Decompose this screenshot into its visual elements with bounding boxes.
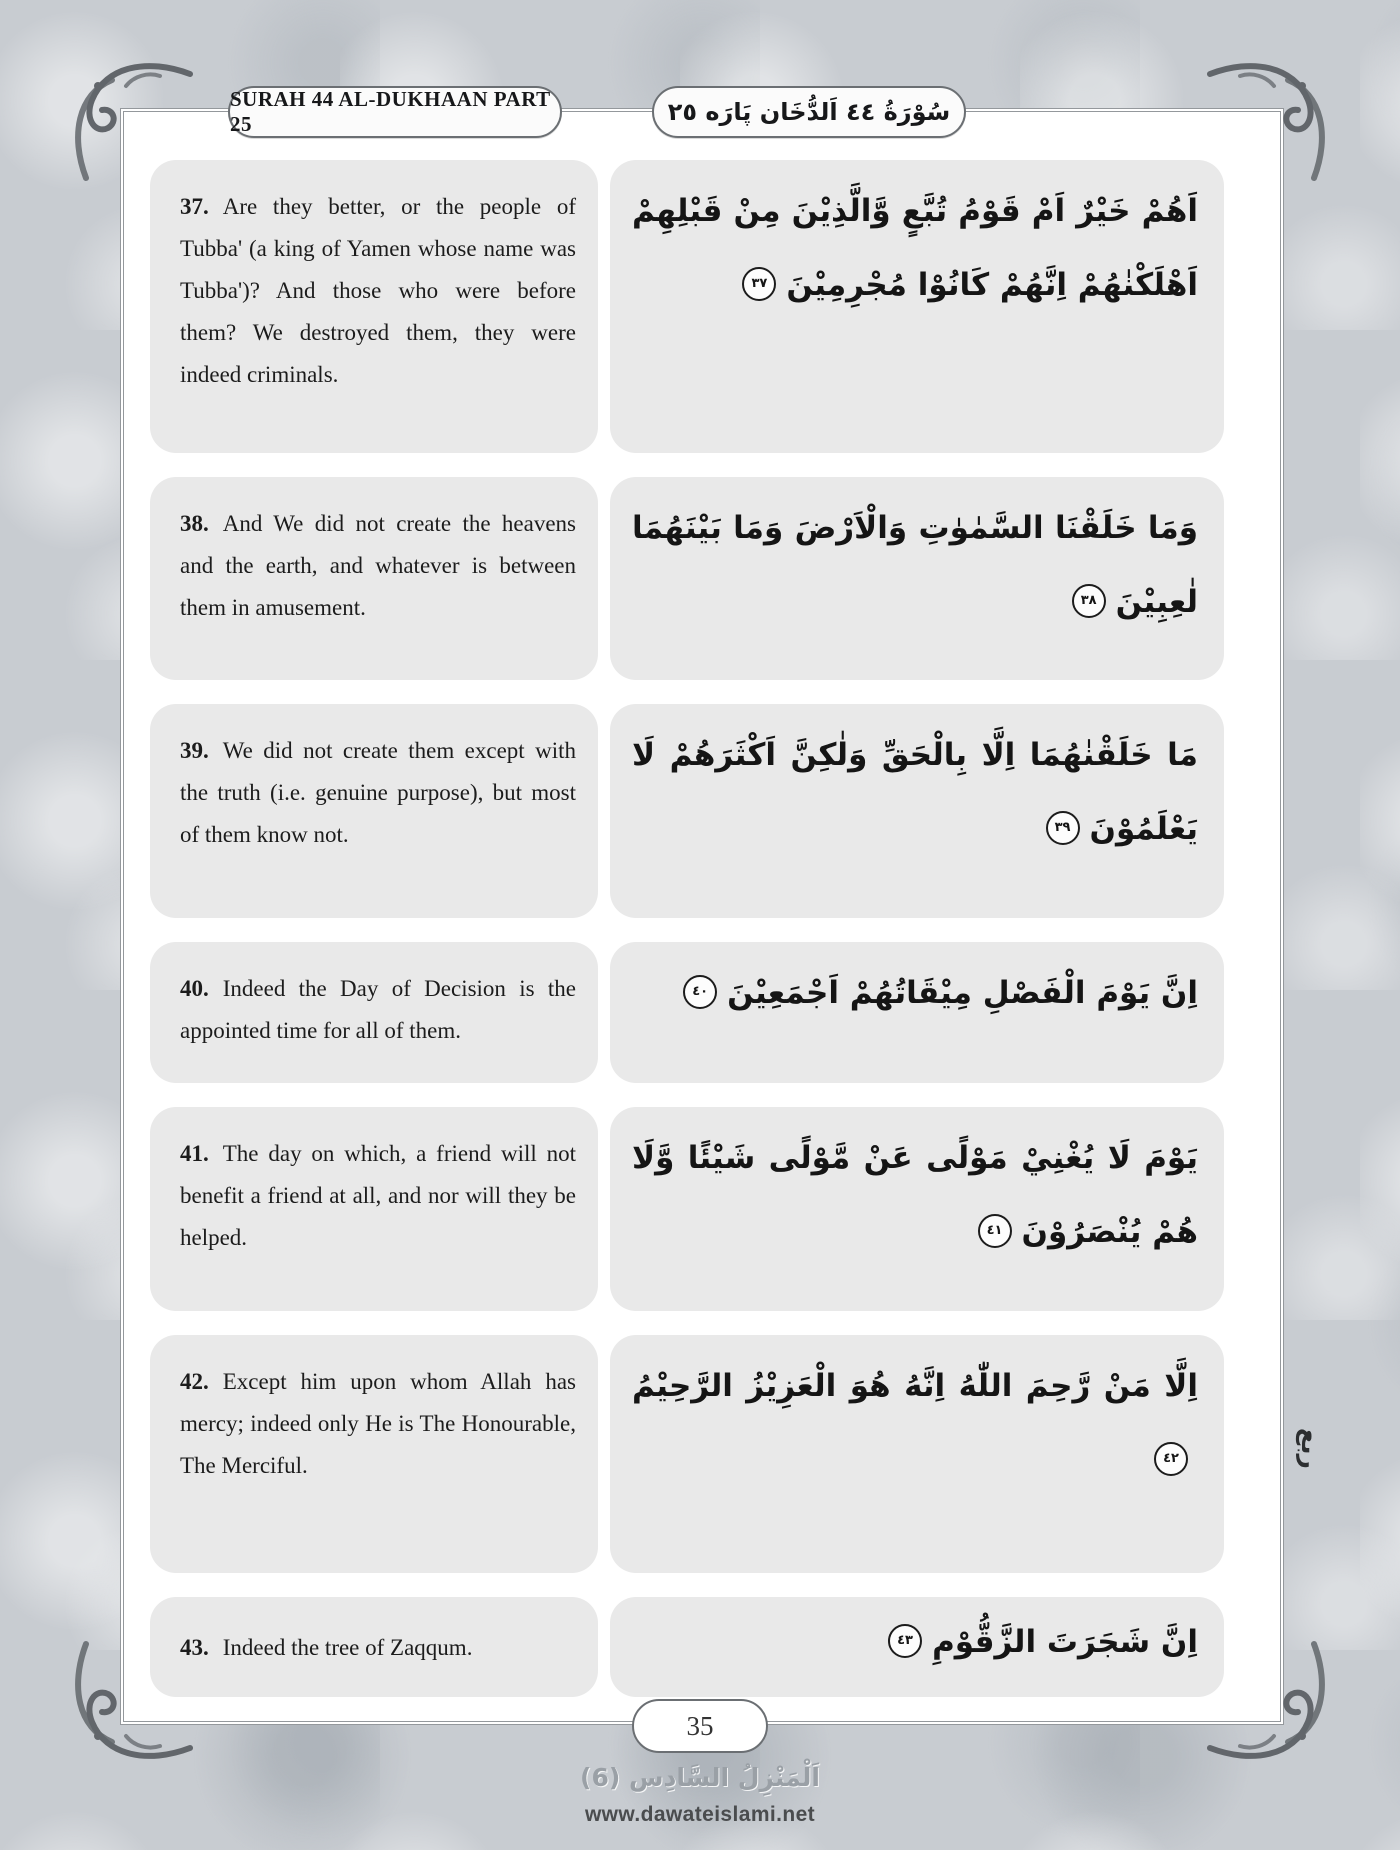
verse-translation-text: We did not create them except with the truth (i.e. genuine purpose), but most of them know not. <box>180 738 576 847</box>
website-link[interactable]: www.dawateislami.net <box>584 1803 816 1826</box>
verse-translation-text: The day on which, a friend will not benefit a friend at all, and nor will they be helped. <box>180 1141 576 1250</box>
ayah-end-mark: ٤٢ <box>1154 1442 1188 1476</box>
verse-number: 43. <box>180 1635 209 1660</box>
verse-translation-text: Indeed the Day of Decision is the appointed time for all of them. <box>180 976 576 1043</box>
surah-title-banner-arabic <box>652 86 966 138</box>
verse-arabic-text: اِلَّا مَنْ رَّحِمَ اللّٰهُ اِنَّهُ هُوَ الْعَزِيْزُ الرَّحِيْمُ <box>632 1368 1198 1404</box>
page-number-badge <box>632 1699 768 1753</box>
verse-number: 40. <box>180 976 209 1001</box>
verse-row-40 <box>150 942 1224 1083</box>
verse-row-43 <box>150 1597 1224 1697</box>
verse-translation-text: Except him upon whom Allah has mercy; indeed only He is The Honourable, The Merciful. <box>180 1369 576 1478</box>
verse-arabic-text: اَهُمْ خَيْرٌ اَمْ قَوْمُ تُبَّعٍ وَّالَّذِيْنَ مِنْ قَبْلِهِمْ اَهْلَكْنٰهُمْ اِنَّهُمْ كَانُوْا مُجْرِمِيْنَ <box>632 193 1198 303</box>
verse-translation-text: And We did not create the heavens and the earth, and whatever is between them in amusement. <box>180 511 576 620</box>
verse-row-39 <box>150 704 1224 918</box>
verse-translation-37 <box>150 160 598 453</box>
verse-arabic-text: اِنَّ شَجَرَتَ الزَّقُّوْمِ <box>932 1624 1198 1660</box>
verse-arabic-text: وَمَا خَلَقْنَا السَّمٰوٰتِ وَالْاَرْضَ وَمَا بَيْنَهُمَا لٰعِبِيْنَ <box>632 510 1198 620</box>
verse-arabic-40 <box>610 942 1224 1083</box>
verse-translation-43 <box>150 1597 598 1697</box>
ayah-end-mark: ٤٣ <box>888 1624 922 1658</box>
verse-arabic-37 <box>610 160 1224 453</box>
corner-flourish-icon <box>1202 1636 1332 1766</box>
verse-row-38 <box>150 477 1224 680</box>
verse-number: 41. <box>180 1141 209 1166</box>
verse-arabic-text: اِنَّ يَوْمَ الْفَصْلِ مِيْقَاتُهُمْ اَجْمَعِيْنَ <box>727 975 1198 1011</box>
ayah-end-mark: ٣٧ <box>742 267 776 301</box>
verse-row-42 <box>150 1335 1224 1573</box>
verse-translation-40 <box>150 942 598 1083</box>
verse-number: 39. <box>180 738 209 763</box>
manzil-label: اَلْمَنْزِلُ السَّادِس (6) <box>580 1763 820 1792</box>
verse-arabic-42 <box>610 1335 1224 1573</box>
ayah-end-mark: ٣٨ <box>1072 584 1106 618</box>
verse-number: 38. <box>180 511 209 536</box>
verse-translation-41 <box>150 1107 598 1311</box>
verse-translation-38 <box>150 477 598 680</box>
corner-flourish-icon <box>68 56 198 186</box>
rub-quarter-marker: ربع <box>1296 1428 1325 1469</box>
ayah-end-mark: ٣٩ <box>1046 811 1080 845</box>
corner-flourish-icon <box>1202 56 1332 186</box>
verse-row-41 <box>150 1107 1224 1311</box>
verse-translation-39 <box>150 704 598 918</box>
verse-arabic-41 <box>610 1107 1224 1311</box>
verse-arabic-text: مَا خَلَقْنٰهُمَا اِلَّا بِالْحَقِّ وَلٰكِنَّ اَكْثَرَهُمْ لَا يَعْلَمُوْنَ <box>632 737 1198 847</box>
surah-title-text: SURAH 44 AL-DUKHAAN PART 25 <box>230 87 551 136</box>
surah-title-text-arabic: سُوْرَةُ ٤٤ اَلدُّخَان پَارَه ٢٥ <box>667 98 951 126</box>
verse-translation-42 <box>150 1335 598 1573</box>
verse-row-37 <box>150 160 1224 453</box>
verse-number: 42. <box>180 1369 209 1394</box>
verse-arabic-43 <box>610 1597 1224 1697</box>
verse-arabic-text: يَوْمَ لَا يُغْنِيْ مَوْلًى عَنْ مَّوْلًى شَيْئًا وَّلَا هُمْ يُنْصَرُوْنَ <box>632 1140 1198 1250</box>
verse-arabic-39 <box>610 704 1224 918</box>
verse-arabic-38 <box>610 477 1224 680</box>
ayah-end-mark: ٤٠ <box>683 975 717 1009</box>
ayah-end-mark: ٤١ <box>978 1214 1012 1248</box>
page-number: 35 <box>686 1710 714 1741</box>
verse-translation-text: Indeed the tree of Zaqqum. <box>222 1635 473 1660</box>
surah-title-banner <box>228 86 562 138</box>
verse-number: 37. <box>180 194 209 219</box>
verse-translation-text: Are they better, or the people of Tubba' (a king of Yamen whose name was Tubba')? And those who were before them? We destroyed them, they were indeed criminals. <box>180 194 576 387</box>
quran-page <box>120 108 1284 1725</box>
corner-flourish-icon <box>68 1636 198 1766</box>
